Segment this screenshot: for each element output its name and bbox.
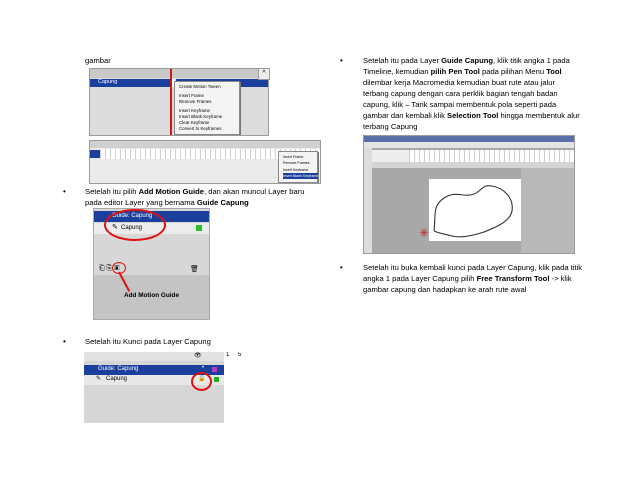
paragraph-free-transform: Setelah itu buka kembali kunci pada Layer Capung, klik pada titik angka 1 pada Layer Capung pilih Free Transform Tool -> klik gambar capung dan hadapkan ke arah rute awal	[363, 263, 583, 294]
highlight-circle	[104, 209, 166, 241]
green-square-icon	[196, 225, 202, 231]
bullet-marker: •	[340, 263, 343, 272]
trash-icon: 🗑	[190, 266, 199, 273]
capung-layer-row: ✎ Capung	[94, 223, 209, 234]
lock-layer-screenshot	[84, 352, 246, 423]
add-motion-guide-label: Add Motion Guide	[124, 292, 180, 299]
bullet-marker: •	[340, 56, 343, 65]
pencil-icon: ✎	[112, 224, 118, 231]
bullet-marker: •	[63, 187, 66, 196]
paragraph-guide-capung-pen-tool: Setelah itu pada Layer Guide Capung, klik titik angka 1 pada Timeline, kemudian pilih Pen Tool pada pilihan Menu Tool dilembar kerja Macromedia kemudian buat rute atau jalur terbang capung dengan cara perklik bagian tengah badan capung, klik – Tarik sampai membentuk pola seperti pada gambar dan kembali klik Selection Tool hingga membentuk alur terbang Capung	[363, 56, 580, 131]
guide-layer-row: Guide: Capung •	[84, 365, 224, 375]
menu-item[interactable]: Create Motion Tween	[179, 84, 221, 89]
menu-item[interactable]: Convert to Keyframes	[179, 126, 222, 131]
eye-icon: 👁	[194, 353, 202, 359]
frame-strip-screenshot	[89, 140, 321, 184]
paragraph-add-motion-guide: Setelah itu pilih Add Motion Guide, dan akan muncul Layer baru pada editor Layer yang bernama Guide Capung	[85, 187, 305, 207]
menu-item[interactable]: Clear Keyframe	[179, 120, 210, 125]
menu-item[interactable]: Insert Blank Keyframe	[283, 174, 319, 178]
guide-layer-row: Guide: Capung	[94, 211, 209, 222]
menu-item[interactable]: Insert Frame	[283, 155, 304, 159]
context-menu	[174, 81, 240, 135]
menu-item[interactable]: Insert Blank Keyframe	[179, 114, 223, 119]
layer-tool-icons: ⎗ ⎘ ▣	[99, 265, 120, 272]
lock-icon[interactable]: 🔒	[198, 376, 206, 382]
menu-item[interactable]: Insert Frame	[179, 93, 204, 98]
menu-item[interactable]: Remove Frames	[179, 99, 212, 104]
paragraph-kunci-layer: Setelah itu Kunci pada Layer Capung	[85, 337, 211, 346]
frame-context-menu	[278, 151, 318, 183]
side-icon-box: ^	[258, 68, 270, 80]
menu-item[interactable]: Remove Frames	[283, 161, 310, 165]
timeline-context-menu-screenshot	[89, 68, 269, 136]
menu-item[interactable]: Insert Keyframe	[283, 168, 309, 172]
menu-item[interactable]: Insert Keyframe	[179, 108, 210, 113]
frame-ruler: 1 5	[224, 352, 246, 365]
add-motion-guide-screenshot	[93, 208, 210, 320]
playhead-marker	[170, 69, 172, 135]
layer-label: Capung	[98, 79, 118, 85]
capung-layer-row: ✎ Capung 🔒	[84, 375, 224, 385]
bullet-marker: •	[63, 337, 66, 346]
flight-path-screenshot	[363, 135, 575, 254]
caption-gambar: gambar	[85, 56, 111, 65]
dragonfly-icon: ✳	[419, 226, 430, 240]
lock-highlight-circle	[191, 372, 212, 391]
